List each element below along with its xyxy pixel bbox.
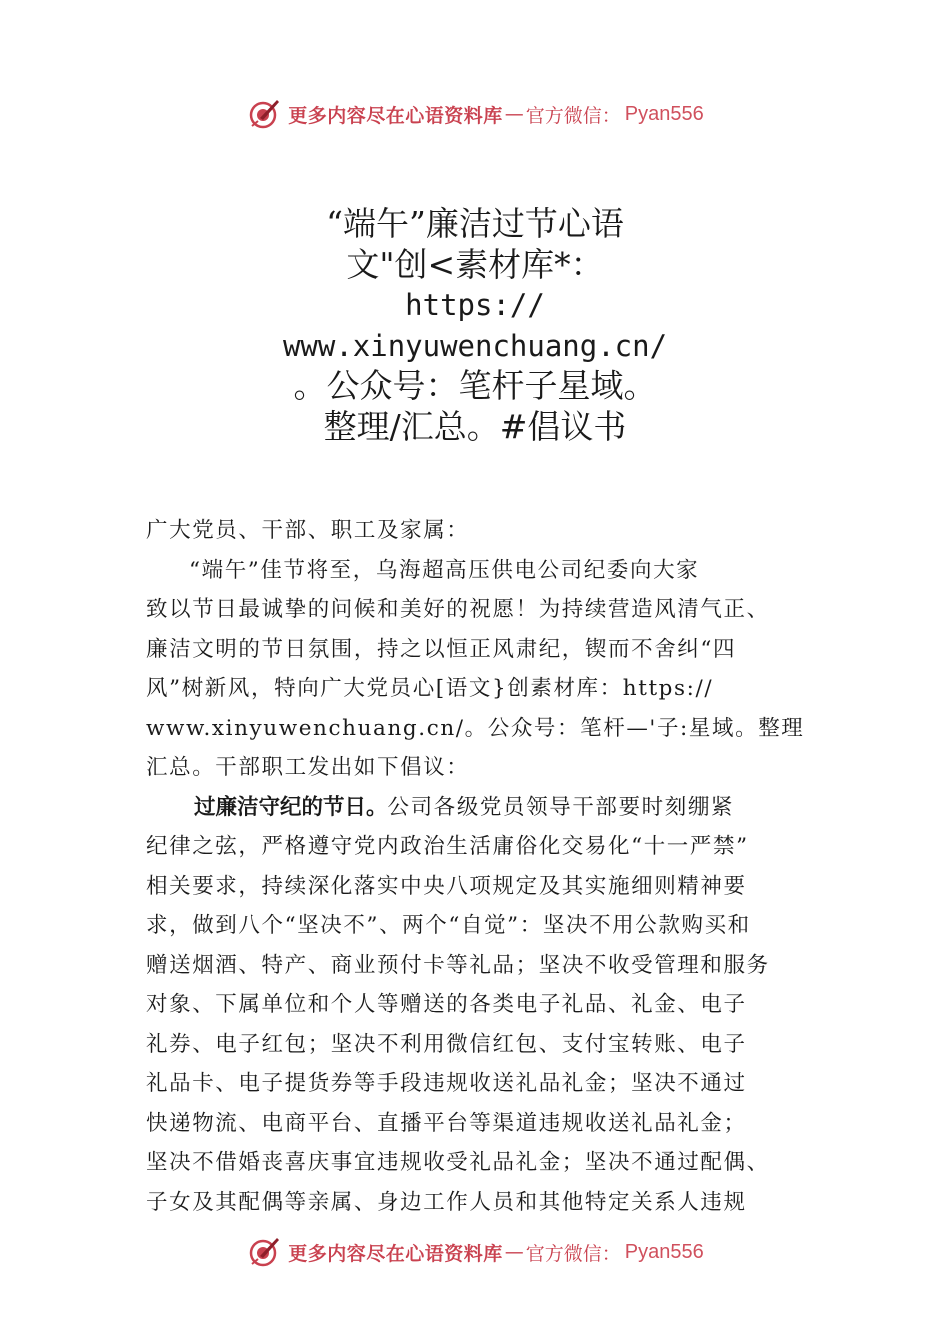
section-heading: 过廉洁守纪的节日。 (194, 794, 388, 820)
paragraph-line: 礼券、电子红包；坚决不利用微信红包、支付宝转账、电子 (146, 1031, 747, 1057)
banner-wechat-label: 官方微信： (525, 1242, 621, 1265)
paragraph-line: 廉洁文明的节日氛围，持之以恒正风肃纪，锲而不舍纠“四 (146, 636, 737, 662)
header-watermark-banner (0, 94, 950, 134)
title-line: www.xinyuwenchuang.cn/ (282, 328, 668, 363)
paragraph-line: 汇总。干部职工发出如下倡议： (146, 755, 470, 780)
paragraph-line: www.xinyuwenchuang.cn/。公众号：笔杆—'子:星域。整理 (146, 715, 805, 741)
title-line: 。公众号：笔杆子星域。 (293, 366, 657, 405)
paragraph-line (146, 788, 826, 828)
section-text: 公司各级党员领导干部要时刻绷紧 (387, 794, 735, 820)
paragraph-line: 致以节日最诚挚的问候和美好的祝愿！为持续营造风清气正、 (146, 597, 770, 622)
banner-wechat-label: 官方微信： (525, 104, 621, 127)
paragraph-line: 坚决不借婚丧喜庆事宜违规收受礼品礼金；坚决不通过配偶、 (146, 1150, 770, 1175)
paragraph-line: 礼品卡、电子提货券等手段违规收送礼品礼金；坚决不通过 (146, 1071, 747, 1096)
paragraph-line: 对象、下属单位和个人等赠送的各类电子礼品、礼金、电子 (146, 992, 747, 1017)
document-body (146, 511, 826, 1222)
banner-text: 更多内容尽在心语资料库 (288, 1242, 503, 1265)
paragraph-line: 求，做到八个“坚决不”、两个“自觉”：坚决不用公款购买和 (146, 913, 751, 938)
paragraph-line: 风”树新风，特向广大党员心[语文}创素材库：https:// (146, 676, 714, 701)
paragraph-line: 赠送烟酒、特产、商业预付卡等礼品；坚决不收受管理和服务 (146, 952, 770, 978)
quill-pen-logo-icon (246, 1234, 282, 1270)
footer-watermark-banner (0, 1232, 950, 1272)
title-line: 文"创<素材库*： (346, 244, 604, 284)
quill-pen-logo-icon (246, 96, 282, 132)
title-line: 整理/汇总。#倡议书 (323, 406, 627, 446)
paragraph-line: “端午”佳节将至，乌海超高压供电公司纪委向大家 (189, 557, 700, 583)
banner-separator: — (504, 1241, 524, 1263)
paragraph-line: 子女及其配偶等亲属、身边工作人员和其他特定关系人违规 (146, 1189, 747, 1215)
document-title (150, 204, 800, 447)
banner-wechat-id: Pyan556 (624, 102, 704, 125)
paragraph-line: 纪律之弦，严格遵守党内政治生活庸俗化交易化“十一严禁” (146, 834, 749, 859)
banner-wechat-id: Pyan556 (624, 1240, 704, 1263)
banner-text: 更多内容尽在心语资料库 (288, 104, 503, 127)
banner-separator: — (504, 103, 524, 125)
title-line: https:// (405, 288, 545, 322)
title-line: “端午”廉洁过节心语 (326, 204, 624, 243)
paragraph-line: 相关要求，持续深化落实中央八项规定及其实施细则精神要 (146, 873, 747, 899)
salutation: 广大党员、干部、职工及家属： (146, 518, 470, 543)
paragraph-line: 快递物流、电商平台、直播平台等渠道违规收送礼品礼金； (146, 1110, 747, 1136)
